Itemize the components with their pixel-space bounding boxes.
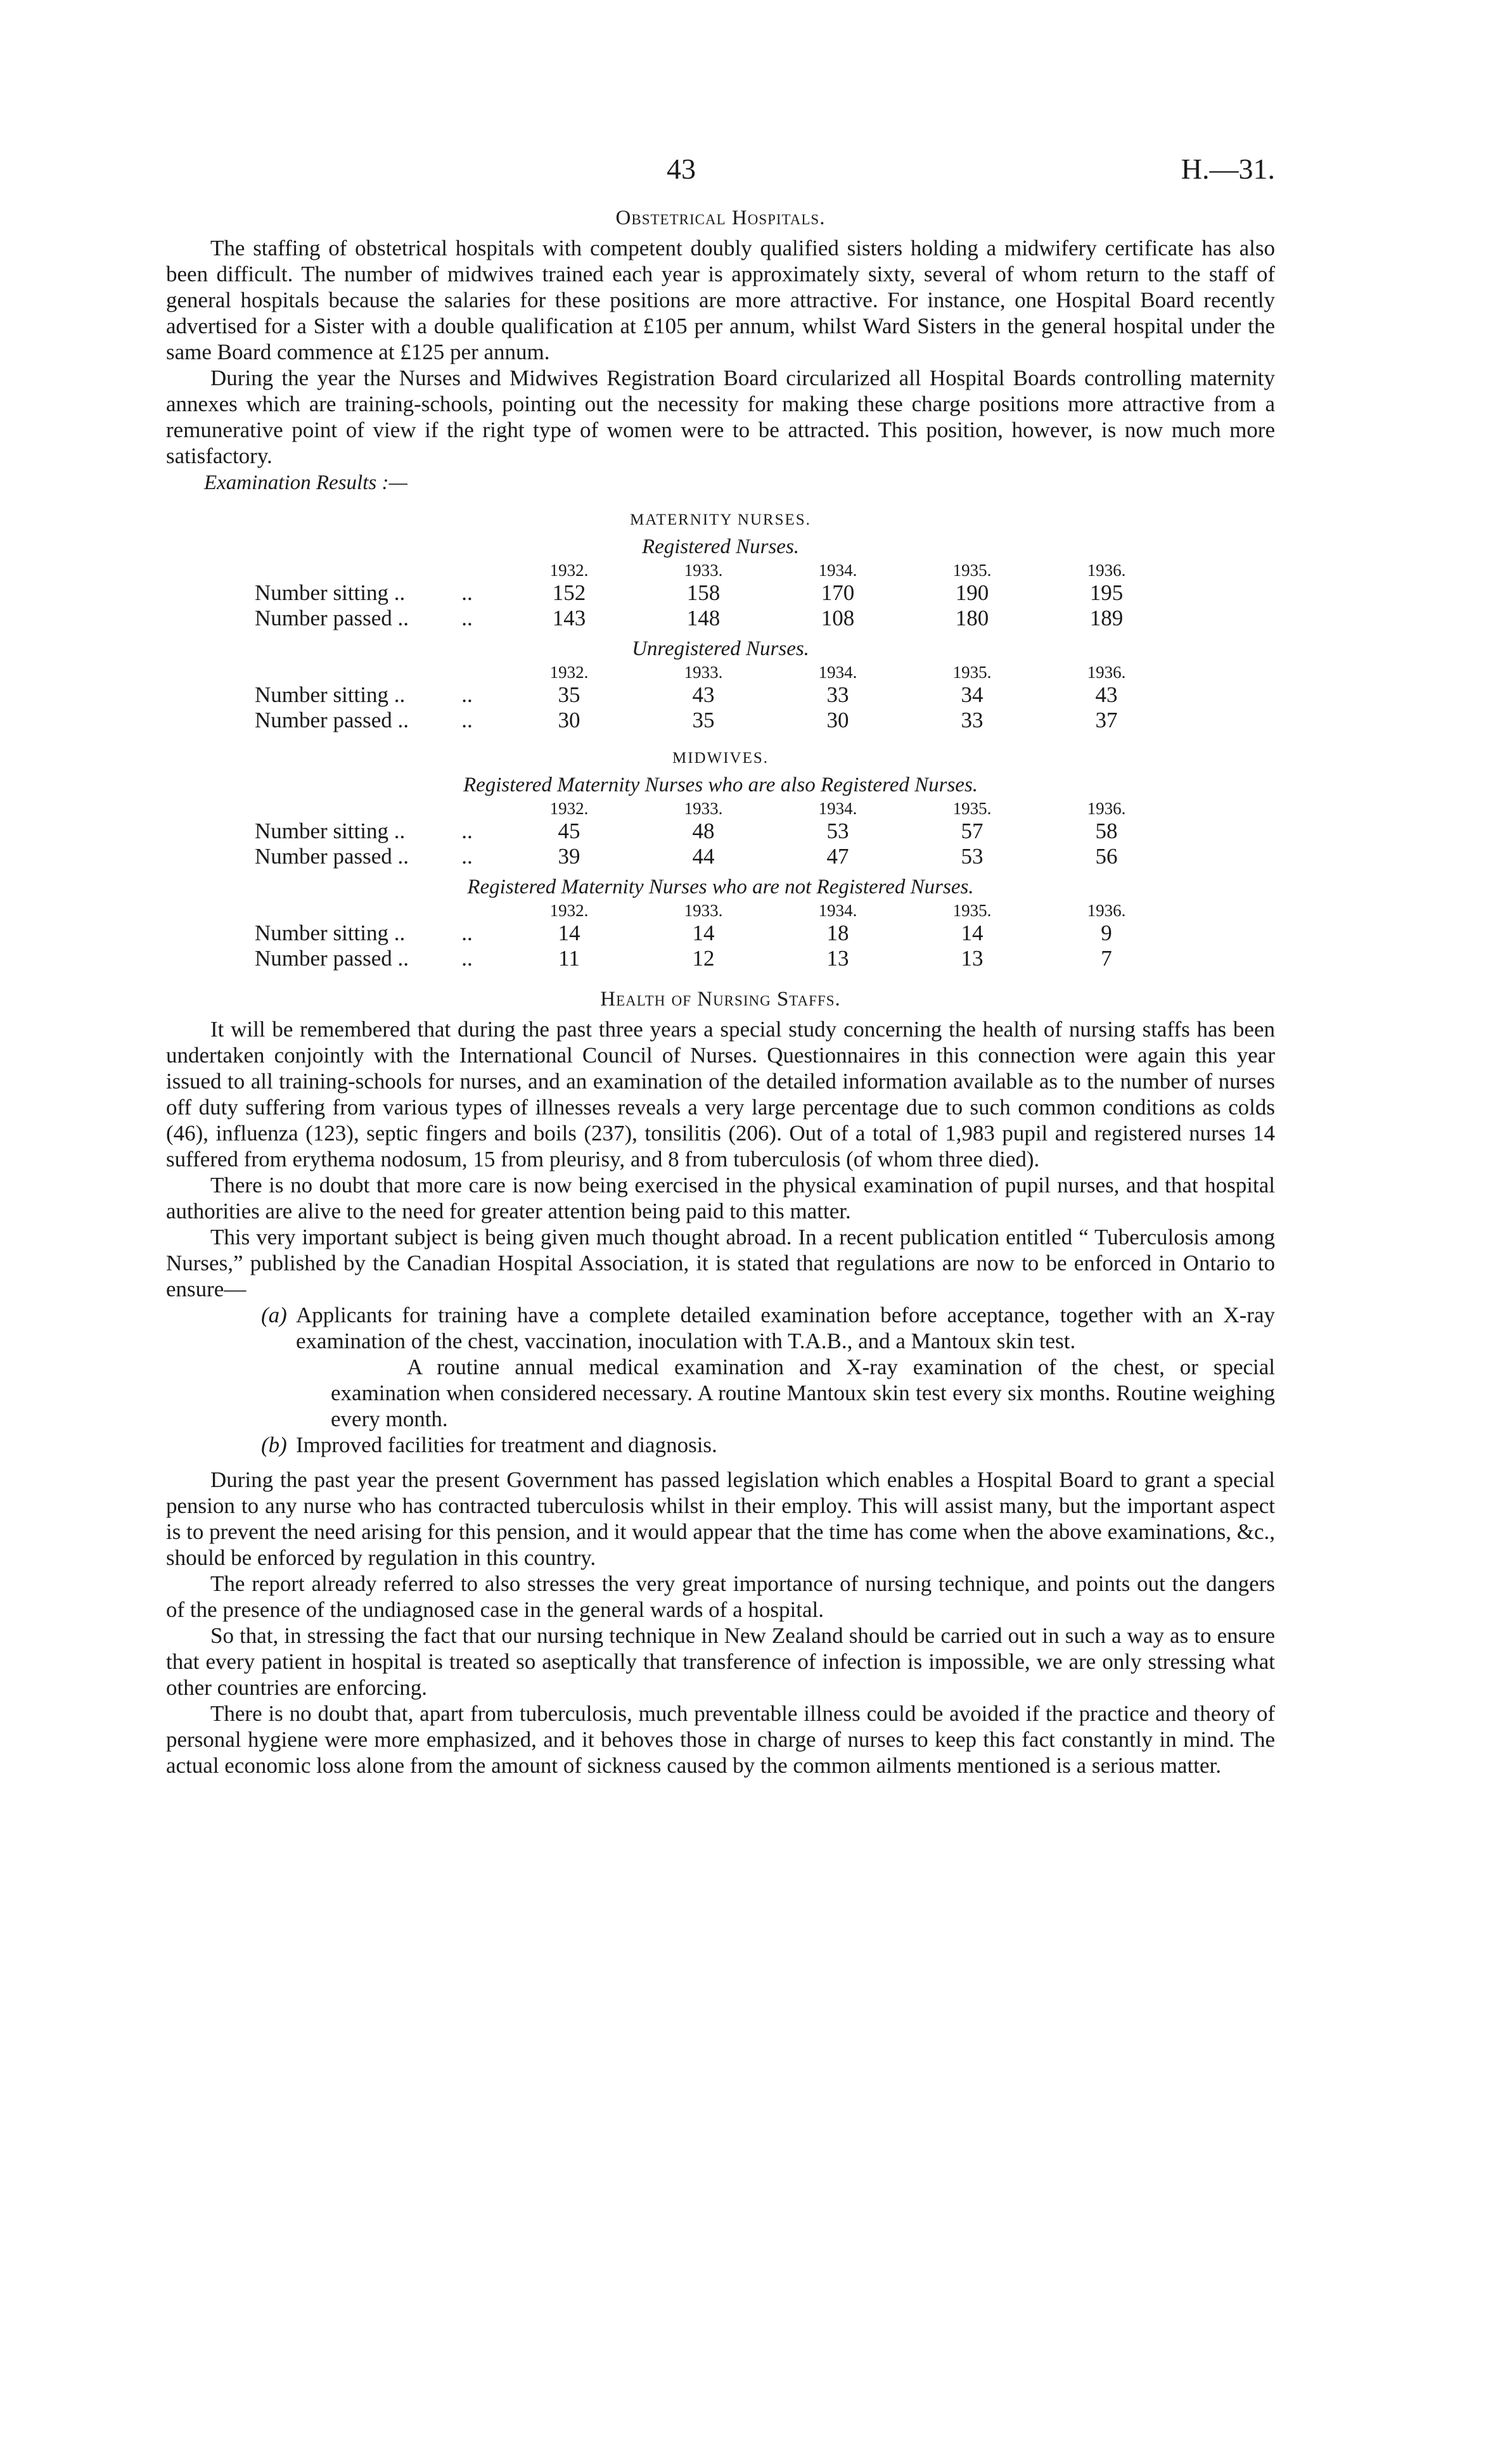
- value-cell: 53: [961, 844, 984, 869]
- list-marker: (a): [261, 1303, 287, 1327]
- table-header-row: [255, 798, 1174, 819]
- value-cell: 56: [1095, 844, 1118, 869]
- page-number: 43: [667, 153, 696, 185]
- value-cell: 108: [821, 606, 855, 630]
- table-subtitle: Registered Maternity Nurses who are not Registered Nurses.: [467, 876, 974, 898]
- paragraph: During the year the Nurses and Midwives Registration Board circularized all Hospital Boards controlling maternity annexes which are training-schools, pointing out the necessity for making these charge positions more attractive from a remunerative point of view if the right type of women were to be attracted. This position, however, is now much more satisfactory.: [166, 366, 1275, 468]
- maternity-nurses-heading: MATERNITY NURSES.: [630, 511, 811, 528]
- results-table: [255, 900, 1174, 971]
- table-row: [255, 708, 1174, 733]
- year-cell: 1932.: [549, 901, 589, 920]
- table-row: [255, 580, 1174, 606]
- value-cell: 30: [558, 708, 580, 732]
- list-item-text: A routine annual medical examination and X-ray examination of the chest, or special examination when considered necessary. A routine Mantoux skin test every six months. Routine weighing every month.: [331, 1355, 1275, 1431]
- year-cell: 1936.: [1087, 901, 1126, 920]
- value-cell: 30: [826, 708, 849, 732]
- value-cell: 48: [692, 819, 715, 843]
- value-cell: 13: [826, 946, 849, 971]
- value-cell: 35: [692, 708, 715, 732]
- value-cell: 39: [558, 844, 580, 869]
- row-label: Number sitting ..: [255, 580, 406, 605]
- document-reference: H.—31.: [1181, 153, 1275, 185]
- year-cell: 1935.: [952, 663, 992, 682]
- table-header-row: [255, 662, 1174, 682]
- paragraph: There is no doubt that more care is now being exercised in the physical examination of pupil nurses, and that hospital authorities are alive to the need for greater attention being paid to this matter.: [166, 1173, 1275, 1223]
- list-item: [261, 1432, 1275, 1458]
- value-cell: 152: [552, 580, 586, 605]
- paragraph: During the past year the present Government has passed legislation which enables a Hospital Board to grant a special pension to any nurse who has contracted tuberculosis whilst in their employ. This will assist many, but the important aspect is to prevent the need arising for this pension, and it would appear that the time has come when the above examinations, &c., should be enforced by regulation in this country.: [166, 1467, 1275, 1570]
- page-header: [166, 152, 1275, 198]
- requirements-list: [261, 1302, 1275, 1458]
- leader-dots: ..: [461, 708, 473, 732]
- row-label: Number passed ..: [255, 708, 409, 732]
- value-cell: 45: [558, 819, 580, 843]
- paragraph: It will be remembered that during the past three years a special study concerning the health of nursing staffs has been undertaken conjointly with the International Council of Nurses. Questionnaires in this connection were again this year issued to all training-schools for nurses, and an examination of the detailed information available as to the number of nurses off duty suffering from various types of illnesses reveals a very large percentage due to such common conditions as colds (46), influenza (123), septic fingers and boils (237), tonsilitis (206). Out of a total of 1,983 pupil and registered nurses 14 suffered from erythema nodosum, 15 from pleurisy, and 8 from tuberculosis (of whom three died).: [166, 1017, 1275, 1171]
- leader-dots: ..: [461, 682, 473, 707]
- table-row: [255, 682, 1174, 708]
- table-subtitle: Unregistered Nurses.: [632, 637, 809, 660]
- list-marker: (b): [261, 1433, 287, 1457]
- value-cell: 14: [692, 921, 715, 945]
- value-cell: 35: [558, 682, 580, 707]
- results-table: [255, 798, 1174, 869]
- table-row: [255, 819, 1174, 844]
- paragraph: The report already referred to also stresses the very great importance of nursing technique, and points out the dangers of the presence of the undiagnosed case in the general wards of a hospital.: [166, 1571, 1275, 1622]
- results-table: [255, 560, 1174, 631]
- value-cell: 189: [1089, 606, 1124, 630]
- year-cell: 1934.: [818, 901, 857, 920]
- value-cell: 33: [961, 708, 984, 732]
- table-row: [255, 844, 1174, 869]
- value-cell: 190: [955, 580, 989, 605]
- leader-dots: ..: [461, 606, 473, 630]
- year-cell: 1934.: [818, 663, 857, 682]
- value-cell: 143: [552, 606, 586, 630]
- value-cell: 12: [692, 946, 715, 971]
- paragraph: So that, in stressing the fact that our nursing technique in New Zealand should be carried out in such a way as to ensure that every patient in hospital is treated so aseptically that transference of infection is impossible, we are only stressing what other countries are enforcing.: [166, 1623, 1275, 1700]
- year-cell: 1933.: [684, 663, 723, 682]
- value-cell: 53: [826, 819, 849, 843]
- value-cell: 14: [961, 921, 984, 945]
- paragraph: This very important subject is being given much thought abroad. In a recent publication entitled “ Tuberculosis among Nurses,” published by the Canadian Hospital Association, it is stated that regulations are now to be enforced in Ontario to ensure—: [166, 1225, 1275, 1301]
- row-label: Number sitting ..: [255, 921, 406, 945]
- year-cell: 1935.: [952, 901, 992, 920]
- value-cell: 58: [1095, 819, 1118, 843]
- row-label: Number passed ..: [255, 946, 409, 971]
- table-row: [255, 946, 1174, 971]
- table-header-row: [255, 900, 1174, 921]
- value-cell: 43: [1095, 682, 1118, 707]
- value-cell: 7: [1101, 946, 1112, 971]
- value-cell: 57: [961, 819, 984, 843]
- value-cell: 148: [686, 606, 721, 630]
- value-cell: 11: [558, 946, 580, 971]
- table-header-row: [255, 560, 1174, 580]
- value-cell: 180: [955, 606, 989, 630]
- year-cell: 1932.: [549, 799, 589, 818]
- midwives-heading: MIDWIVES.: [672, 750, 769, 767]
- year-cell: 1935.: [952, 561, 992, 580]
- year-cell: 1932.: [549, 663, 589, 682]
- value-cell: 13: [961, 946, 984, 971]
- year-cell: 1934.: [818, 561, 857, 580]
- year-cell: 1932.: [549, 561, 589, 580]
- document-page: [166, 152, 1275, 1778]
- list-item: [261, 1302, 1275, 1432]
- table-row: [255, 921, 1174, 946]
- value-cell: 47: [826, 844, 849, 869]
- year-cell: 1933.: [684, 901, 723, 920]
- row-label: Number sitting ..: [255, 682, 406, 707]
- paragraph: The staffing of obstetrical hospitals with competent doubly qualified sisters holding a midwifery certificate has also been difficult. The number of midwives trained each year is approximately sixty, several of whom return to the staff of general hospitals because the salaries for these positions are more attractive. For instance, one Hospital Board recently advertised for a Sister with a double qualification at £105 per annum, whilst Ward Sisters in the general hospital under the same Board commence at £125 per annum.: [166, 236, 1275, 364]
- year-cell: 1936.: [1087, 663, 1126, 682]
- value-cell: 14: [558, 921, 580, 945]
- leader-dots: ..: [461, 580, 473, 605]
- value-cell: 34: [961, 682, 984, 707]
- year-cell: 1935.: [952, 799, 992, 818]
- value-cell: 37: [1095, 708, 1118, 732]
- value-cell: 33: [826, 682, 849, 707]
- year-cell: 1933.: [684, 561, 723, 580]
- list-item-text: Improved facilities for treatment and diagnosis.: [296, 1433, 717, 1457]
- row-label: Number passed ..: [255, 606, 409, 630]
- table-subtitle: Registered Maternity Nurses who are also Registered Nurses.: [463, 774, 978, 796]
- year-cell: 1934.: [818, 799, 857, 818]
- value-cell: 170: [821, 580, 855, 605]
- table-subtitle: Registered Nurses.: [641, 535, 800, 558]
- examination-results-label: Examination Results :—: [204, 471, 407, 494]
- section-heading-health: Health of Nursing Staffs.: [600, 988, 841, 1011]
- leader-dots: ..: [461, 921, 473, 945]
- value-cell: 158: [686, 580, 721, 605]
- leader-dots: ..: [461, 819, 473, 843]
- leader-dots: ..: [461, 946, 473, 971]
- results-table: [255, 662, 1174, 733]
- year-cell: 1936.: [1087, 799, 1126, 818]
- year-cell: 1936.: [1087, 561, 1126, 580]
- list-item-text: Applicants for training have a complete detailed examination before acceptance, together with an X-ray examination of the chest, vaccination, inoculation with T.A.B., and a Mantoux skin test.: [296, 1303, 1275, 1353]
- year-cell: 1933.: [684, 799, 723, 818]
- value-cell: 43: [692, 682, 715, 707]
- value-cell: 18: [826, 921, 849, 945]
- leader-dots: ..: [461, 844, 473, 869]
- paragraph: There is no doubt that, apart from tuberculosis, much preventable illness could be avoided if the practice and theory of personal hygiene were more emphasized, and it behoves those in charge of nurses to keep this fact constantly in mind. The actual economic loss alone from the amount of sickness caused by the common ailments mentioned is a serious matter.: [166, 1701, 1275, 1778]
- table-row: [255, 606, 1174, 631]
- section-heading-obstetrical: Obstetrical Hospitals.: [615, 207, 826, 229]
- row-label: Number passed ..: [255, 844, 409, 869]
- row-label: Number sitting ..: [255, 819, 406, 843]
- value-cell: 9: [1101, 921, 1112, 945]
- value-cell: 195: [1089, 580, 1124, 605]
- value-cell: 44: [692, 844, 715, 869]
